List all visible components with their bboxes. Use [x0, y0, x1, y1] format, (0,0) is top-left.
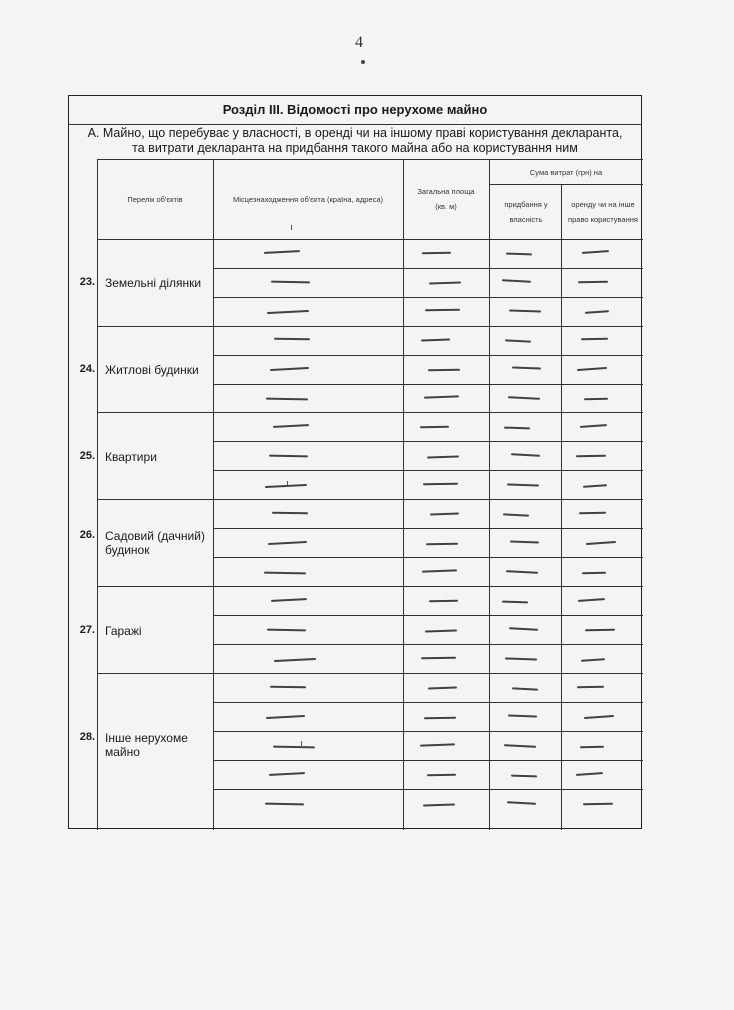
header-objects: Перелік об'єктів: [127, 194, 183, 204]
header-expenses: Сума витрат (грн) на: [529, 167, 603, 177]
row-line: [213, 557, 643, 558]
group-separator: [97, 586, 643, 587]
col-line-3: [403, 159, 404, 830]
row-line: [213, 268, 643, 269]
page-mark: [361, 60, 365, 64]
col-line-5: [561, 184, 562, 830]
row-line: [213, 355, 643, 356]
row-line: [213, 731, 643, 732]
row-line: [213, 470, 643, 471]
row-line: [213, 702, 643, 703]
page-number: 4: [355, 34, 363, 51]
header-purchase: придбання у власність: [504, 200, 548, 224]
row-line: [213, 441, 643, 442]
row-number: 23.: [79, 276, 95, 288]
row-label: Інше нерухоме майно: [105, 731, 188, 759]
row-line: [213, 789, 643, 790]
row-label: Гаражі: [105, 624, 142, 638]
section-title: Розділ III. Відомості про нерухоме майно: [69, 96, 641, 125]
row-number: 27.: [79, 624, 95, 636]
subtitle-line-1: А. Майно, що перебуває у власності, в оренді чи на іншому праві користування декларанта,: [87, 126, 623, 140]
row-label: Житлові будинки: [105, 363, 199, 377]
handwritten-dash: [582, 572, 606, 574]
col-line-1: [97, 159, 98, 830]
row-label: Квартири: [105, 450, 157, 464]
row-line: [213, 297, 643, 298]
handwritten-dash: [584, 398, 608, 400]
group-separator: [97, 673, 643, 674]
pen-mark: [287, 481, 288, 486]
header-area: Загальна площа (кв. м): [417, 187, 475, 211]
declaration-table: [68, 95, 642, 829]
group-separator: [97, 326, 643, 327]
row-line: [213, 760, 643, 761]
group-separator: [97, 412, 643, 413]
row-label: Садовий (дачний) будинок: [105, 529, 205, 557]
row-label: Земельні ділянки: [105, 276, 202, 290]
row-number: 28.: [79, 731, 95, 743]
row-line: [213, 528, 643, 529]
row-line: [213, 615, 643, 616]
pen-mark: [301, 741, 302, 746]
row-line: [213, 384, 643, 385]
row-number: 26.: [79, 529, 95, 541]
col-line-2: [213, 159, 214, 830]
row-number: 24.: [79, 363, 95, 375]
pen-mark: [291, 225, 292, 230]
row-line: [213, 644, 643, 645]
group-separator: [97, 499, 643, 500]
col-line-4: [489, 159, 490, 830]
header-rent: оренду чи на інше право користування: [568, 200, 638, 224]
handwritten-dash: [580, 746, 604, 748]
header-location: Місцезнаходження об'єкта (країна, адреса): [233, 194, 383, 204]
subtitle-line-2: та витрати декларанта на придбання такого майна або на користування ним: [132, 141, 578, 155]
row-number: 25.: [79, 450, 95, 462]
